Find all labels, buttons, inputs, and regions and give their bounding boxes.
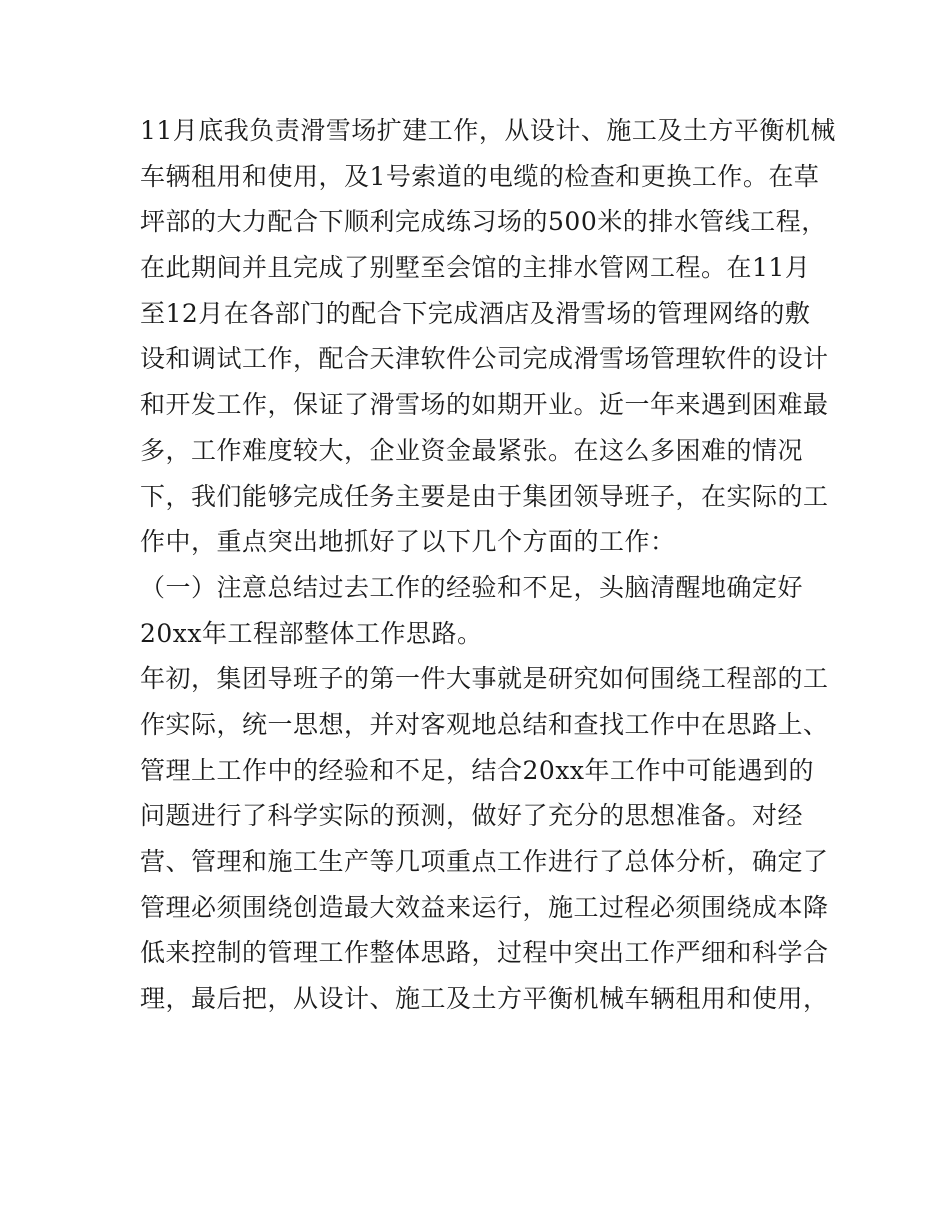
text-line-16: 问题进行了科学实际的预测，做好了充分的思想准备。对经 xyxy=(140,801,804,831)
text-line-18: 管理必须围绕创造最大效益来运行，施工过程必须围绕成本降 xyxy=(140,892,829,922)
text-line-8: 多，工作难度较大，企业资金最紧张。在这么多困难的情况 xyxy=(140,435,804,465)
text-line-15: 管理上工作中的经验和不足，结合20xx年工作中可能遇到的 xyxy=(140,755,815,785)
text-line-6: 设和调试工作，配合天津软件公司完成滑雪场管理软件的设计 xyxy=(140,344,829,374)
text-line-2: 车辆租用和使用，及1号索道的电缆的检查和更换工作。在草 xyxy=(140,161,820,191)
text-line-19: 低来控制的管理工作整体思路，过程中突出工作严细和科学合 xyxy=(140,938,829,968)
section-heading-line-1: （一）注意总结过去工作的经验和不足，头脑清醒地确定好 xyxy=(140,572,804,602)
text-line-10: 作中，重点突出地抓好了以下几个方面的工作： xyxy=(140,527,676,557)
text-line-20: 理，最后把，从设计、施工及土方平衡机械车辆租用和使用， xyxy=(140,984,829,1014)
text-line-9: 下，我们能够完成任务主要是由于集团领导班子，在实际的工 xyxy=(140,481,829,511)
text-line-14: 作实际，统一思想，并对客观地总结和查找工作中在思路上、 xyxy=(140,709,829,739)
text-line-13: 年初，集团导班子的第一件大事就是研究如何围绕工程部的工 xyxy=(140,664,829,694)
text-line-1: 11月底我负责滑雪场扩建工作，从设计、施工及土方平衡机械 xyxy=(140,116,836,145)
text-line-5: 至12月在各部门的配合下完成酒店及滑雪场的管理网络的敷 xyxy=(140,298,811,328)
text-line-17: 营、管理和施工生产等几项重点工作进行了总体分析，确定了 xyxy=(140,847,829,876)
body-text xyxy=(140,108,836,1022)
text-line-7: 和开发工作，保证了滑雪场的如期开业。近一年来遇到困难最 xyxy=(140,390,829,420)
text-line-3: 坪部的大力配合下顺利完成练习场的500米的排水管线工程， xyxy=(140,207,827,237)
text-line-4: 在此期间并且完成了别墅至会馆的主排水管网工程。在11月 xyxy=(140,253,811,283)
section-heading-line-2: 20xx年工程部整体工作思路。 xyxy=(140,618,483,648)
